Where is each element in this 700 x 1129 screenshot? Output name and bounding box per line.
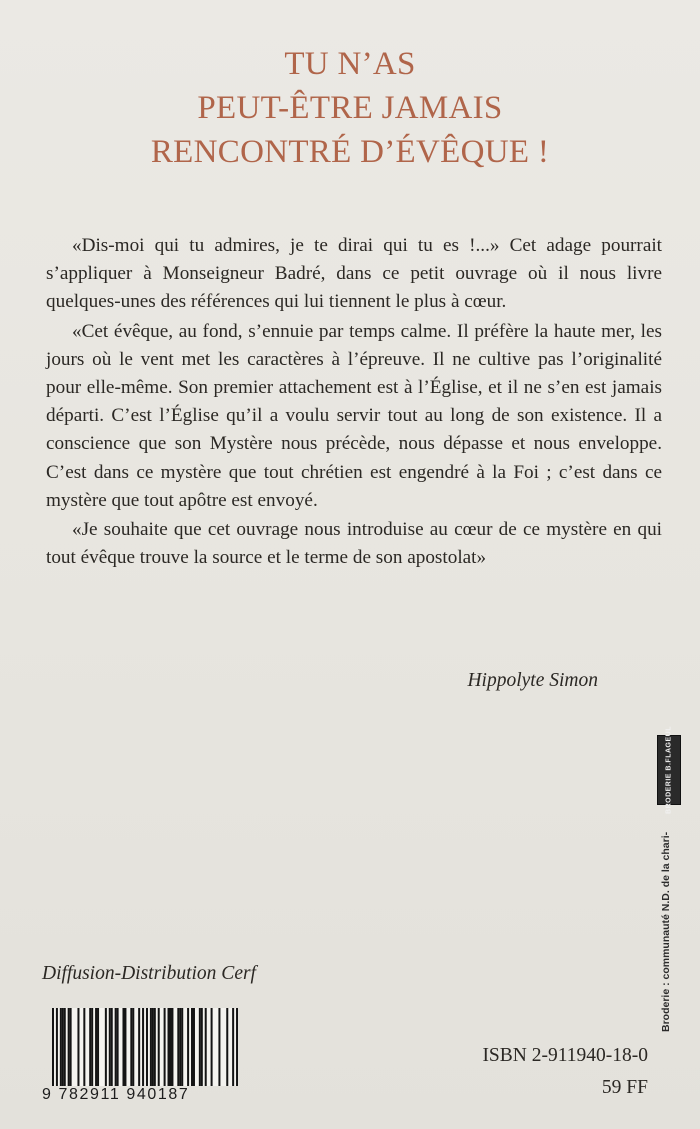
barcode-bar [138,1008,140,1086]
barcode-bar [146,1008,148,1086]
barcode-bar [64,1008,66,1086]
barcode-bar [171,1008,173,1086]
blurb-paragraph-3: «Je souhaite que cet ouvrage nous introduise au cœur de ce mystère en qui tout évêque trouve la source et le terme de son apostolat» [46,519,662,569]
stamp-label: BRODERIE B.FLAGEUL [665,726,673,814]
blurb-paragraph-2: «Cet évêque, au fond, s’ennuie par temps calme. Il préfère la haute mer, les jours où le vent met les caractères à l’épreuve. Il ne cultive pas l’originalité pour elle-même. Son premier attachement est à l’Église, et il ne s’en est jamais départi. C’est l’Église qu’il a voulu servir tout au long de son existence. Il a conscience que son Mystère nous précède, nous dépasse et nous enveloppe. C’est dans ce mystère que tout chrétien est engendré à la Foi ; c’est dans ce mystère que tout apôtre est envoyé. [46,320,662,511]
barcode-bar [62,1008,64,1086]
barcode-bar [199,1008,201,1086]
barcode-bar [232,1008,234,1086]
barcode-bar [142,1008,144,1086]
barcode-bar [193,1008,195,1086]
title-line-1: TU N’AS [284,46,416,82]
barcode-bar [150,1008,152,1086]
barcode-bar [122,1008,124,1086]
barcode-bar [169,1008,171,1086]
barcode-bar [168,1008,170,1086]
barcode-bar [56,1008,58,1086]
side-credit [652,726,688,1035]
barcode-bar [109,1008,111,1086]
title-line-2: PEUT-ÊTRE JAMAIS [197,90,503,126]
barcode-bar [132,1008,134,1086]
barcode-bar [97,1008,99,1086]
barcode-bar [124,1008,126,1086]
barcode-bar [77,1008,79,1086]
barcode-bar [130,1008,132,1086]
barcode-bar [218,1008,220,1086]
barcode-bar [158,1008,160,1086]
barcode-bar [181,1008,183,1086]
barcode-bar [236,1008,238,1086]
cover-title [0,42,700,174]
blurb-text [46,232,662,573]
title-line-3: RENCONTRÉ D’ÉVÊQUE ! [150,134,550,170]
barcode-bar [52,1008,54,1086]
barcode-bar [91,1008,93,1086]
signature: Hippolyte Simon [467,670,598,691]
barcode-bar [205,1008,207,1086]
barcode-bar [68,1008,70,1086]
credit-text: Broderie : communauté N.D. de la chari- [660,831,672,1032]
barcode-bar [60,1008,62,1086]
barcode-bar [179,1008,181,1086]
barcode-bar [191,1008,193,1086]
barcode-bar [117,1008,119,1086]
isbn: ISBN 2-911940-18-0 [482,1045,648,1066]
blurb-paragraph-1: «Dis-moi qui tu admires, je te dirai qui tu es !...» Cet adage pourrait s’appliquer à Monseigneur Badré, dans ce petit ouvrage où il nous livre quelques-unes des références qui lui tiennent le plus à cœur. [46,235,662,313]
barcode-bar [105,1008,107,1086]
price: 59 FF [601,1077,648,1098]
barcode-bar [201,1008,203,1086]
barcode-bar [154,1008,156,1086]
embroidery-stamp [657,726,681,814]
barcode-digits: 9 782911 940187 [42,1086,190,1103]
barcode-bar [115,1008,117,1086]
barcode-bar [70,1008,72,1086]
barcode-bar [164,1008,166,1086]
barcode-bar [95,1008,97,1086]
barcode-bar [226,1008,228,1086]
barcode [42,1008,238,1108]
barcode-bar [187,1008,189,1086]
distribution-label: Diffusion-Distribution Cerf [42,963,256,984]
barcode-bar [83,1008,85,1086]
barcode-bar [152,1008,154,1086]
barcode-bar [89,1008,91,1086]
barcode-bar [177,1008,179,1086]
barcode-bars [52,1008,238,1086]
barcode-bar [211,1008,213,1086]
barcode-bar [111,1008,113,1086]
